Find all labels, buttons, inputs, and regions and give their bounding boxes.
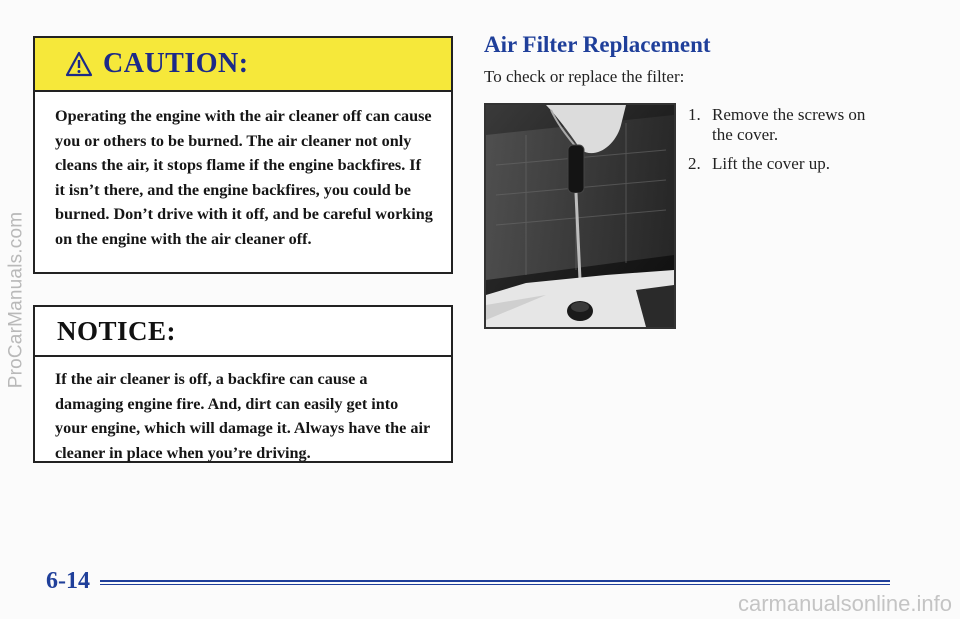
notice-body: If the air cleaner is off, a backfire can cause a damaging engine fire. And, dirt can easily get into your engine, which will damage it. Always have the air cleaner in place when you’re driving. [55, 370, 430, 462]
warning-triangle-icon [65, 51, 93, 77]
caution-title: CAUTION: [103, 48, 249, 79]
list-item [688, 154, 888, 174]
watermark-bottom: carmanualsonline.info [737, 591, 952, 616]
footer-rule [100, 580, 890, 585]
watermark-side [2, 90, 30, 510]
notice-title: NOTICE: [57, 315, 177, 346]
caution-header [35, 38, 451, 92]
section-title: Air Filter Replacement [484, 32, 711, 57]
caution-body: Operating the engine with the air cleaner off can cause you or others to be burned. The air cleaner not only cleans the air, it stops flame if the engine backfires. If it isn’t there, and the engine backfires, you could be burned. Don’t drive with it off, and be careful working on the engine with the air cleaner off. [55, 107, 433, 248]
step-number: 2. [688, 154, 701, 173]
notice-box [33, 305, 453, 463]
step-text: Remove the screws on the cover. [712, 105, 866, 144]
air-cleaner-photo [484, 103, 676, 329]
caution-box [33, 36, 453, 274]
step-number: 1. [688, 105, 701, 124]
notice-header [35, 307, 451, 357]
watermark-side-text: ProCarManuals.com [5, 211, 27, 389]
steps-list [688, 105, 888, 183]
step-text: Lift the cover up. [712, 154, 831, 173]
page-number: 6-14 [46, 568, 90, 594]
section-intro: To check or replace the filter: [484, 67, 685, 86]
screwdriver-on-cover-illustration [486, 105, 674, 327]
list-item [688, 105, 888, 145]
